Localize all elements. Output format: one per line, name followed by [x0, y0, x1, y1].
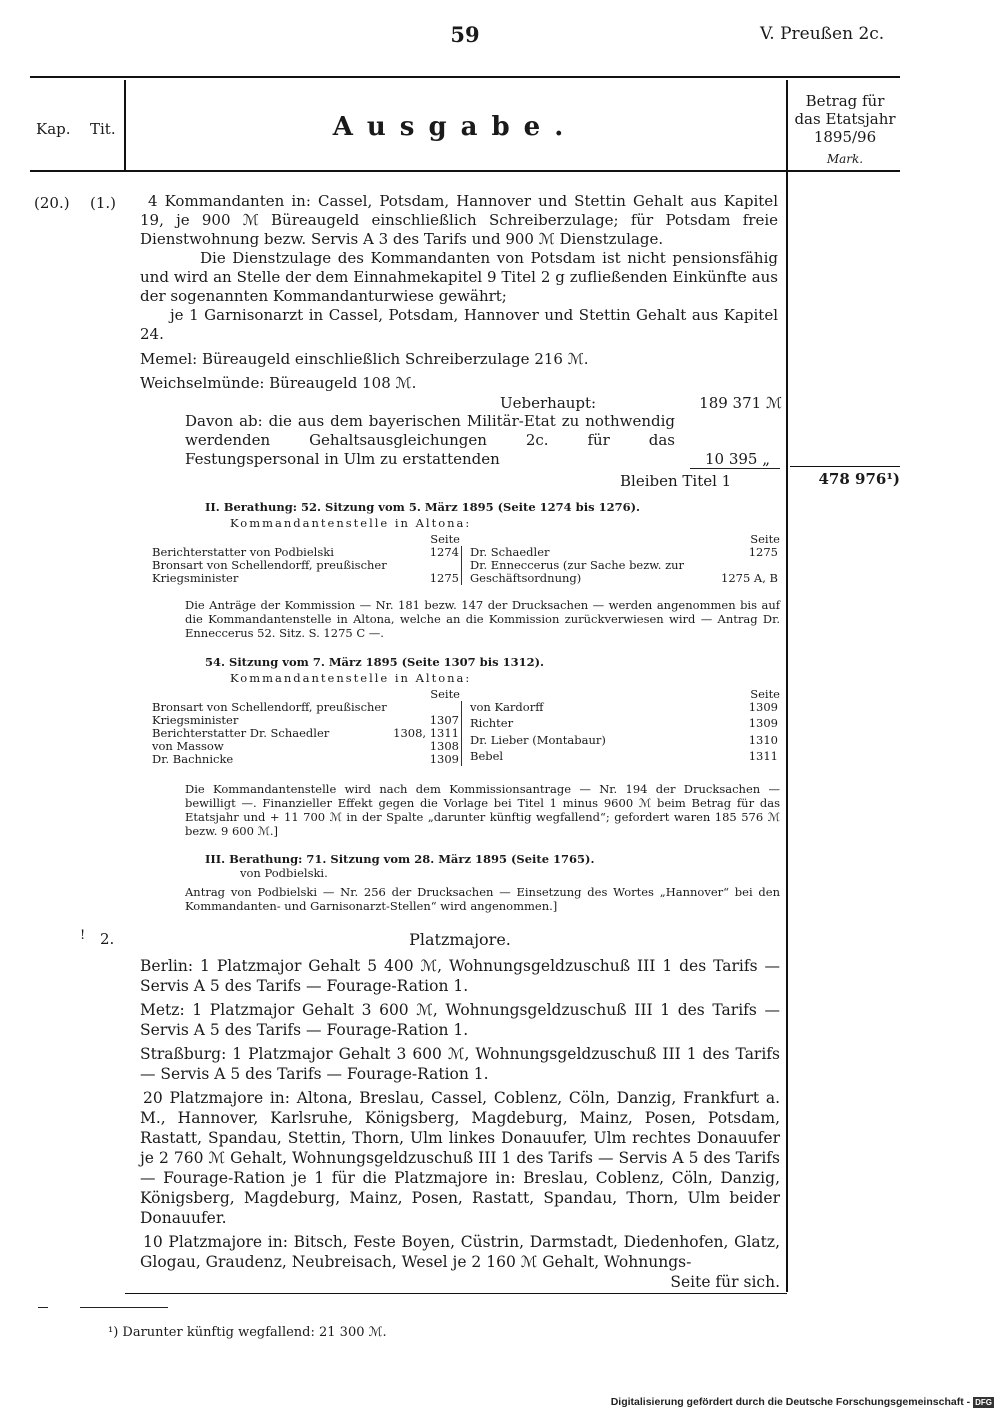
speaker-page: 1275 A, B — [721, 571, 778, 585]
seite-label-left-54: Seite — [430, 687, 460, 701]
speaker-name: Richter — [470, 716, 514, 731]
speaker-name: Kriegsminister — [152, 571, 239, 585]
speakers-right-table-54 — [468, 701, 780, 766]
speaker-page: 1309 — [429, 752, 459, 766]
sitzung-54-speakers — [150, 687, 780, 766]
dienstzulage-paragraph: Die Dienstzulage des Kommandanten von Potsdam ist nicht pensionsfähig und wird an Stelle der dem Einnahmekapitel 9 Titel 2 g zufließenden Einkünfte aus der sogenannten Kommandanturwiese gewährt; — [140, 249, 778, 305]
betrag-line-2: das Etatsjahr — [794, 110, 896, 128]
col-kap-header: Kap. — [36, 120, 71, 138]
running-head: V. Preußen 2c. — [760, 24, 885, 44]
berathung-2-heading: II. Berathung: 52. Sitzung vom 5. März 1895 (Seite 1274 bis 1276). — [205, 500, 641, 514]
speakers-left-table-54 — [150, 701, 462, 766]
speaker-name: Berichterstatter Dr. Schaedler — [152, 726, 330, 740]
berathung-3-note: Antrag von Podbielski — Nr. 256 der Drucksachen — Einsetzung des Wortes „Hannover“ bei den Kommandanten- und Garnisonarzt-Stellen“ wird angenommen.] — [185, 885, 780, 913]
speaker-page: 1309 — [748, 716, 778, 731]
sitzung-54-heading: 54. Sitzung vom 7. März 1895 (Seite 1307 bis 1312). — [205, 655, 545, 669]
seite-label-left: Seite — [430, 532, 460, 546]
platzmajore-10-entry: 10 Platzmajore in: Bitsch, Feste Boyen, Cüstrin, Darmstadt, Diedenhofen, Glatz, Glogau, Graudenz, Neubreisach, Wesel je 2 160 ℳ Gehalt, Wohnungs- — [140, 1233, 780, 1271]
sum-rule — [690, 468, 780, 469]
berathung-2-note: Die Anträge der Kommission — Nr. 181 bezw. 147 der Drucksachen — werden angenommen bis auf die Kommandantenstelle in Altona, welche an die Kommission zurückverwiesen wird — Antrag Dr. Enneccerus 52. Sitz. S. 1275 C —. — [185, 598, 780, 640]
speaker-page: 1275 — [429, 571, 459, 585]
speaker-row — [468, 734, 780, 750]
speaker-page: 1308 — [429, 739, 459, 753]
bleiben-amount: 478 976¹) — [818, 470, 900, 488]
top-rule — [30, 76, 900, 78]
seite-label-right: Seite — [750, 532, 780, 546]
speaker-row — [150, 753, 462, 766]
kapitel-number: (20.) — [34, 194, 70, 212]
footnote-tick — [38, 1307, 48, 1308]
speaker-row — [468, 572, 780, 585]
berathung-3-sub: von Podbielski. — [240, 866, 328, 880]
footnote: ¹) Darunter künftig wegfallend: 21 300 ℳ. — [108, 1325, 387, 1340]
berathung-2-speakers — [150, 532, 780, 585]
header-rule — [30, 170, 900, 172]
titel-2-number: 2. — [100, 930, 115, 948]
seite-label-right-54: Seite — [750, 687, 780, 701]
betrag-rule — [790, 466, 900, 467]
titel-number: (1.) — [90, 194, 117, 212]
speaker-row — [468, 750, 780, 766]
sitzung-54-note: Die Kommandantenstelle wird nach dem Kommissionsantrage — Nr. 194 der Drucksachen — bewilligt —. Finanzieller Effekt gegen die Vorlage bei Titel 1 minus 9600 ℳ beim Betrag für das Etatsjahr und + 11 700 ℳ in der Spalte „darunter künftig wegfallend“; gefordert waren 185 576 ℳ bezw. 9 600 ℳ.] — [185, 782, 780, 838]
page-number: 59 — [450, 22, 480, 47]
col-mark-unit: Mark. — [826, 152, 864, 166]
metz-entry: Metz: 1 Platzmajor Gehalt 3 600 ℳ, Wohnungsgeldzuschuß III 1 des Tarifs — Servis A 5 des Tarifs — Fourage-Ration 1. — [140, 1001, 780, 1039]
dfg-credit — [611, 1396, 994, 1408]
page-title: Ausgabe. — [332, 112, 578, 142]
col-divider-betrag — [786, 80, 788, 1292]
garnisonarzt-paragraph: je 1 Garnisonarzt in Cassel, Potsdam, Hannover und Stettin Gehalt aus Kapitel 24. — [140, 306, 778, 343]
speaker-name: Bronsart von Schellendorff, preußischer — [152, 700, 387, 714]
davon-ab-value: 10 395 „ — [704, 450, 770, 468]
bottom-rule — [125, 1293, 787, 1294]
platzmajore-20-entry: 20 Platzmajore in: Altona, Breslau, Cassel, Coblenz, Cöln, Danzig, Frankfurt a. M., Hannover, Karlsruhe, Königsberg, Magdeburg, Mainz, Posen, Potsdam, Rastatt, Spandau, Stettin, Thorn, Ulm linkes Donauufer, Ulm rechtes Donauufer je 2 760 ℳ Gehalt, Wohnungsgeldzuschuß III 1 des Tarifs — Servis A 5 des Tarifs — Fourage-Ration je 1 für die Platzmajore in: Breslau, Coblenz, Cöln, Danzig, Königsberg, Magdeburg, Mainz, Posen, Rastatt, Spandau, Thorn, Ulm beider Donauufer. — [140, 1089, 780, 1227]
col-betrag-header — [790, 92, 900, 146]
sitzung-54-subheading: Kommandantenstelle in Altona: — [230, 671, 472, 685]
speaker-page: 1310 — [748, 732, 778, 747]
speaker-name: Bronsart von Schellendorff, preußischer — [152, 558, 387, 572]
speaker-row — [468, 701, 780, 717]
speaker-page: 1309 — [748, 700, 778, 714]
berlin-entry: Berlin: 1 Platzmajor Gehalt 5 400 ℳ, Wohnungsgeldzuschuß III 1 des Tarifs — Servis A 5 des Tarifs — Fourage-Ration 1. — [140, 957, 780, 995]
speaker-name: von Massow — [152, 739, 224, 753]
berathung-3-heading: III. Berathung: 71. Sitzung vom 28. März 1895 (Seite 1765). — [205, 852, 595, 866]
speakers-right-table — [468, 546, 780, 585]
speaker-page: 1311 — [748, 748, 778, 763]
betrag-line-3: 1895/96 — [813, 128, 877, 146]
strassburg-entry: Straßburg: 1 Platzmajor Gehalt 3 600 ℳ, Wohnungsgeldzuschuß III 1 des Tarifs — Servis A 5 des Tarifs — Fourage-Ration 1. — [140, 1045, 780, 1083]
speaker-name: Dr. Schaedler — [470, 545, 550, 559]
weichselmuende-line: Weichselmünde: Büreaugeld 108 ℳ. — [140, 374, 417, 392]
speaker-page: 1275 — [748, 545, 778, 559]
berathung-2-subheading: Kommandantenstelle in Altona: — [230, 516, 472, 530]
speaker-page: 1308, 1311 — [393, 726, 459, 740]
kommandanten-paragraph: 4 Kommandanten in: Cassel, Potsdam, Hannover und Stettin Gehalt aus Kapitel 19, je 900 ℳ Büreaugeld einschließlich Schreiberzulage; für Potsdam freie Dienstwohnung bezw. Servis A 3 des Tarifs und 900 ℳ Dienstzulage. — [140, 192, 778, 248]
speaker-name: Berichterstatter von Podbielski — [152, 545, 334, 559]
dfg-logo: DFG — [975, 1398, 992, 1407]
speaker-name: Geschäftsordnung) — [470, 571, 582, 585]
speaker-page: 1274 — [429, 545, 459, 559]
speaker-name: Dr. Bachnicke — [152, 752, 234, 766]
titel-1-description — [140, 192, 778, 344]
memel-line: Memel: Büreaugeld einschließlich Schreiberzulage 216 ℳ. — [140, 350, 589, 368]
betrag-line-1: Betrag für — [805, 92, 885, 110]
margin-mark: ! — [80, 928, 86, 943]
footnote-rule — [80, 1307, 168, 1308]
speaker-row — [150, 572, 462, 585]
speaker-name: Dr. Enneccerus (zur Sache bezw. zur — [470, 558, 685, 572]
continued-note: Seite für sich. — [670, 1273, 780, 1291]
ueberhaupt-value: 189 371 ℳ — [699, 394, 782, 412]
speakers-left-table — [150, 546, 462, 585]
speaker-name: Bebel — [470, 748, 504, 763]
dfg-credit-text: Digitalisierung gefördert durch die Deutsche Forschungsgemeinschaft - — [610, 1396, 971, 1408]
davon-ab-text: Davon ab: die aus dem bayerischen Militär-Etat zu nothwendig werdenden Gehaltsausgleichungen 2c. für das Festungspersonal in Ulm zu erstattenden — [185, 412, 675, 468]
speaker-name: Kriegsminister — [152, 713, 239, 727]
platzmajore-list — [140, 956, 780, 1292]
speaker-name: Dr. Lieber (Montabaur) — [470, 732, 606, 747]
ueberhaupt-label: Ueberhaupt: — [500, 394, 597, 412]
col-tit-header: Tit. — [90, 120, 116, 138]
speaker-row — [468, 717, 780, 733]
speaker-name: von Kardorff — [470, 700, 544, 714]
speaker-page: 1307 — [429, 713, 459, 727]
platzmajore-heading: Platzmajore. — [409, 930, 511, 949]
bleiben-label: Bleiben Titel 1 — [620, 472, 732, 490]
